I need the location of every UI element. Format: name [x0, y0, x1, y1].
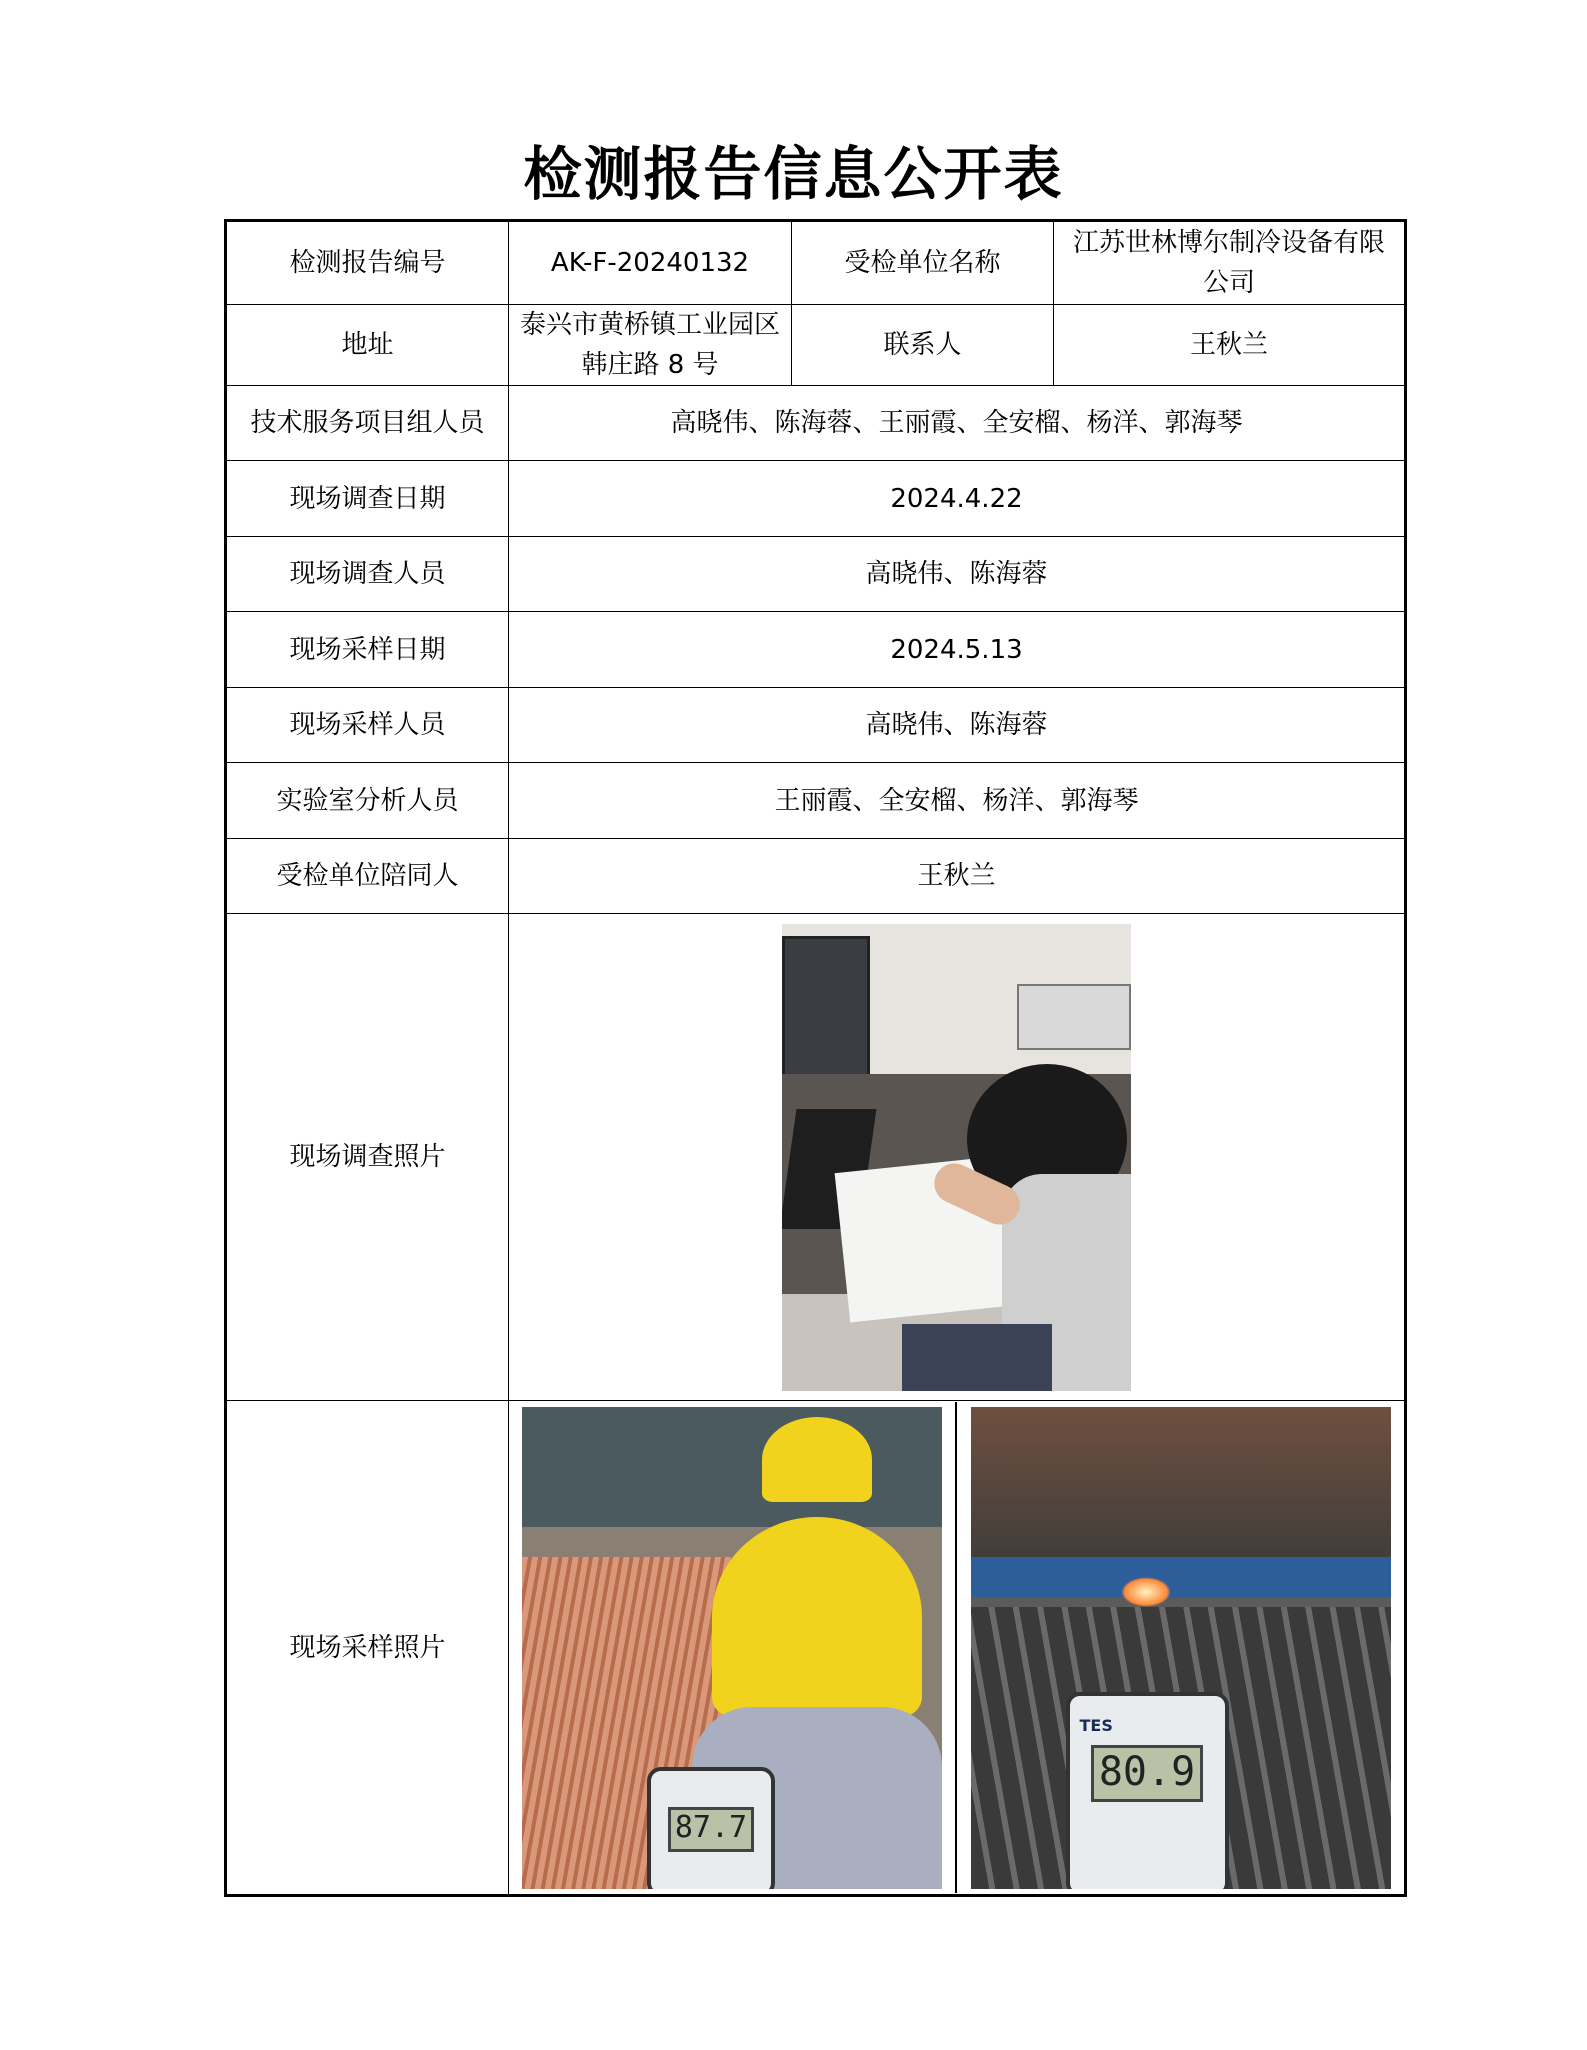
computer-monitor	[782, 936, 870, 1092]
contact-label: 联系人	[792, 305, 1054, 386]
sound-level-meter-right	[1066, 1692, 1229, 1889]
address-label: 地址	[226, 305, 509, 386]
survey-photo	[782, 924, 1131, 1391]
lab-staff-label: 实验室分析人员	[226, 763, 509, 839]
lab-staff-value: 王丽霞、全安榴、杨洋、郭海琴	[509, 763, 1406, 839]
sampling-date-label: 现场采样日期	[226, 612, 509, 688]
sampling-photo-left	[522, 1407, 942, 1889]
meter-brand: TES	[1079, 1715, 1113, 1735]
survey-photo-label: 现场调查照片	[226, 914, 509, 1401]
helmet-back	[762, 1417, 872, 1502]
workshop-background	[522, 1407, 942, 1527]
page-title: 检测报告信息公开表	[523, 140, 1064, 208]
contact-value: 王秋兰	[1054, 305, 1406, 386]
meter-left-reading: 87.7	[668, 1807, 754, 1852]
workshop-ceiling	[971, 1407, 1391, 1577]
sampling-photo-cell	[509, 1401, 1406, 1896]
meter-right-reading: 80.9	[1091, 1745, 1203, 1802]
survey-photo-cell	[509, 914, 1406, 1401]
sampling-date-value: 2024.5.13	[509, 612, 1406, 688]
survey-date-value: 2024.4.22	[509, 461, 1406, 537]
report-no-value: AK-F-20240132	[509, 221, 792, 305]
sampling-photo-right	[971, 1407, 1391, 1889]
blue-machine	[971, 1557, 1391, 1597]
survey-date-label: 现场调查日期	[226, 461, 509, 537]
sampling-staff-value: 高晓伟、陈海蓉	[509, 688, 1406, 763]
helmet-front	[712, 1517, 922, 1717]
cutting-spark	[1121, 1577, 1171, 1607]
sampling-staff-label: 现场采样人员	[226, 688, 509, 763]
report-info-table	[224, 219, 1407, 1897]
survey-staff-value: 高晓伟、陈海蓉	[509, 537, 1406, 612]
printer	[1017, 984, 1131, 1050]
escort-label: 受检单位陪同人	[226, 839, 509, 914]
team-label: 技术服务项目组人员	[226, 386, 509, 461]
unit-name-value: 江苏世林博尔制冷设备有限公司	[1054, 221, 1406, 305]
survey-staff-label: 现场调查人员	[226, 537, 509, 612]
unit-name-label: 受检单位名称	[792, 221, 1054, 305]
address-value: 泰兴市黄桥镇工业园区韩庄路 8 号	[509, 305, 792, 386]
escort-value: 王秋兰	[509, 839, 1406, 914]
sampling-photo-label: 现场采样照片	[226, 1401, 509, 1896]
sound-level-meter-left	[647, 1767, 775, 1889]
report-no-label: 检测报告编号	[226, 221, 509, 305]
person-legs	[902, 1324, 1052, 1391]
team-value: 高晓伟、陈海蓉、王丽霞、全安榴、杨洋、郭海琴	[509, 386, 1406, 461]
